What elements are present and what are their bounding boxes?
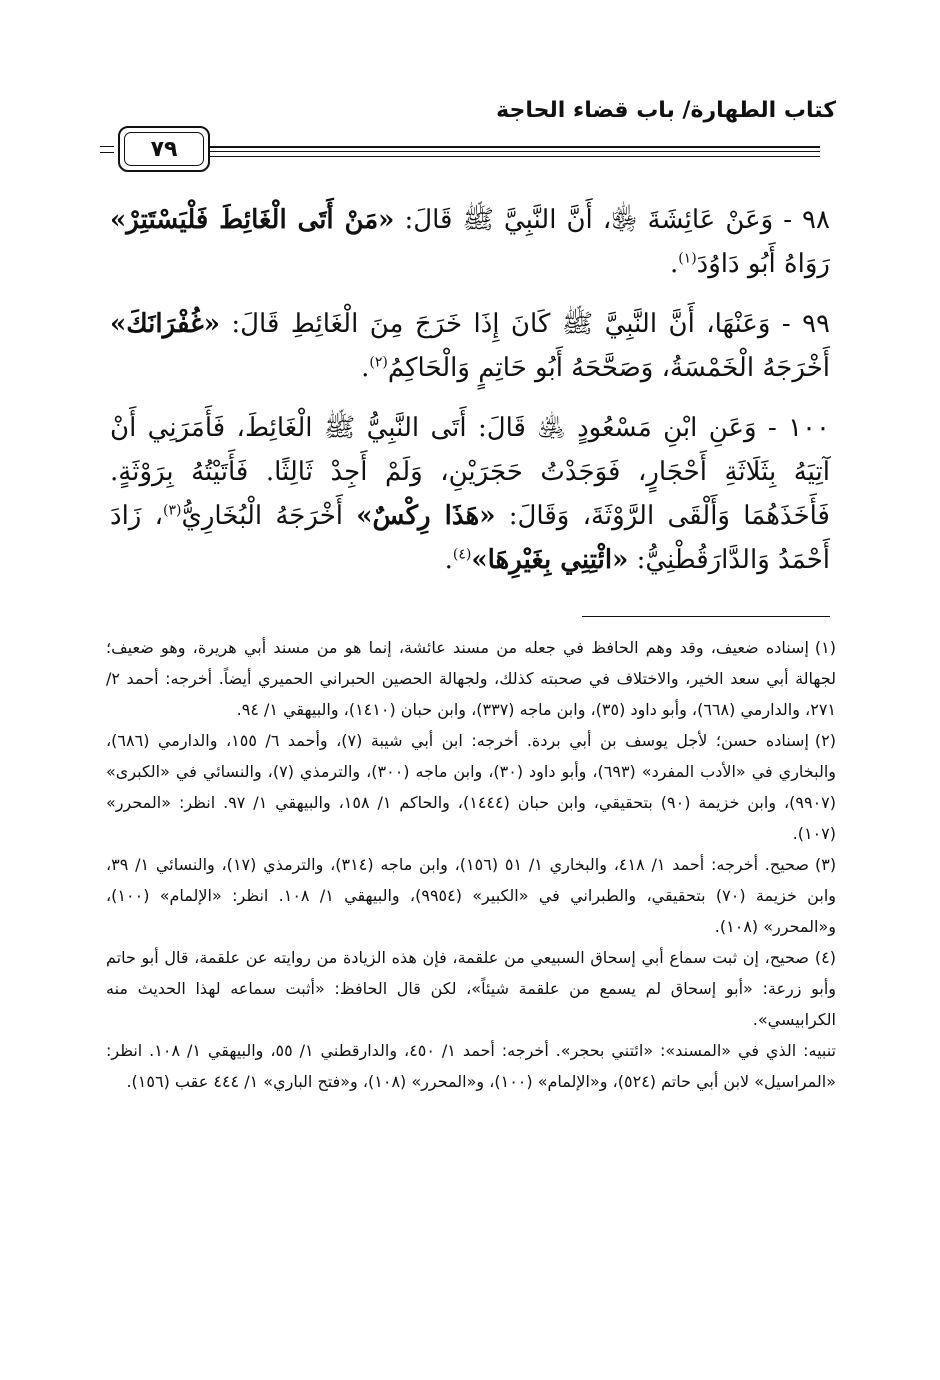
hadith-source: أَخْرَجَهُ الْبُخَارِيُّ	[181, 501, 344, 531]
footnote-2	[106, 725, 836, 849]
hadith-source: رَوَاهُ أَبُو دَاوُدَ	[696, 249, 830, 279]
footnote-text: إسناده حسن؛ لأجل يوسف بن أبي بردة. أخرجه: ابن أبي شيبة (٧)، وأحمد ٦/ ١٥٥، والدارمي (٦٨٦)، والبخاري في «الأدب المفرد» (٦٩٣)، وأبو داود (٣٠)، وابن ماجه (٣٠٠)، والترمذي (٧)، والنسائي في «الكبرى» (٩٩٠٧)، وابن خزيمة (٩٠) بتحقيقي، وابن حبان (١٤٤٤)، والحاكم ١/ ١٥٨، والبيهقي ١/ ٩٧. انظر: «المحرر» (١٠٧).	[106, 731, 837, 843]
footnotes	[106, 632, 836, 1097]
hadith-number: ٩٩	[802, 309, 830, 339]
header-rule-line	[210, 156, 820, 157]
footnote-number: (٣)	[814, 855, 837, 874]
footnote-3	[106, 849, 836, 942]
page-number-frame	[118, 126, 210, 172]
footnote-ref[interactable]: (٢)	[369, 354, 388, 371]
hadith-text: وَعَنْ عَائِشَةَ ﵂، أَنَّ النَّبِيَّ ﷺ قَالَ:	[404, 205, 774, 235]
hadith-quote: «ائْتِنِي بِغَيْرِهَا»	[471, 545, 629, 575]
hadith-text: وَعَنِ ابْنِ مَسْعُودٍ ﵁ قَالَ: أَتَى النَّبِيُّ ﷺ الْغَائِطَ، فَأَمَرَنِي أَنْ آتِيَهُ بِثَلَاثَةِ أَحْجَارٍ، فَوَجَدْتُ حَجَرَيْنِ، وَلَمْ أَجِدْ ثَالِثًا. فَأَتَيْتُهُ بِرَوْثَةٍ. فَأَخَذَهُمَا وَأَلْقَى الرَّوْثَةَ، وَقَالَ:	[110, 413, 830, 531]
footnote-text: إسناده ضعيف، وقد وهم الحافظ في جعله من مسند عائشة، إنما هو من مسند أبي هريرة، وهو ضعيف؛ لجهالة أبي سعد الخير، والاختلاف في صحبته كذلك، ولجهالة الحصين الحبراني الحميري أيضاً. أخرجه: أحمد ٢/ ٢٧١، والدارمي (٦٦٨)، وأبو داود (٣٥)، وابن ماجه (٣٣٧)، وابن حبان (١٤١٠)، والبيهقي ١/ ٩٤.	[106, 638, 836, 719]
header-rule-stub	[100, 146, 114, 147]
footnote-note	[106, 1035, 836, 1097]
footnote-number: (٢)	[814, 731, 837, 750]
note-text: تنبيه: الذي في «المسند»: «ائتني بحجر». أخرجه: أحمد ١/ ٤٥٠، والدارقطني ١/ ٥٥، والبيهقي ١/ ١٠٨. انظر: «المراسيل» لابن أبي حاتم (٥٢٤)، و«الإلمام» (١٠٠)، و«المحرر» (١٠٨)، و«فتح الباري» ١/ ٤٤٤ عقب (١٥٦).	[106, 1041, 836, 1091]
hadith-quote: «هَذَا رِكْسٌ»	[356, 501, 496, 531]
running-header-title: كتاب الطهارة/ باب قضاء الحاجة	[496, 98, 836, 123]
footnote-number: (١)	[814, 638, 836, 657]
hadith-quote: «مَنْ أَتَى الْغَائِطَ فَلْيَسْتَتِرْ»	[110, 205, 395, 235]
hadith-text: وَعَنْهَا، أَنَّ النَّبِيَّ ﷺ كَانَ إِذَا خَرَجَ مِنَ الْغَائِطِ قَالَ:	[231, 309, 771, 339]
hadith-quote: «غُفْرَانَكَ»	[110, 309, 220, 339]
hadith-source: أَخْرَجَهُ الْخَمْسَةُ، وَصَحَّحَهُ أَبُو حَاتِمٍ وَالْحَاكِمُ	[387, 353, 830, 383]
main-text	[110, 198, 830, 598]
footnote-number: (٤)	[814, 948, 836, 967]
hadith-addition: ، زَادَ أَحْمَدُ وَالدَّارَقُطْنِيُّ:	[110, 501, 830, 575]
footnote-4	[106, 942, 836, 1035]
footnote-ref[interactable]: (٣)	[163, 502, 182, 519]
footnote-ref[interactable]: (١)	[678, 250, 697, 267]
header-rule	[100, 124, 820, 174]
footnote-separator	[582, 616, 830, 617]
header-rule-line	[210, 151, 820, 152]
hadith-number: ٩٨	[802, 205, 830, 235]
footnote-text: صحيح، إن ثبت سماع أبي إسحاق السبيعي من علقمة، فإن هذه الزيادة من روايته عن علقمة، قال أبو حاتم وأبو زرعة: «أبو إسحاق لم يسمع من علقمة شيئاً»، لكن قال الحافظ: «أثبت سماعه لهذا الحديث منه الكرابيسي».	[106, 948, 836, 1029]
footnote-1	[106, 632, 836, 725]
page-number: ٧٩	[124, 132, 204, 166]
hadith-99: ٩٩ - وَعَنْهَا، أَنَّ النَّبِيَّ ﷺ كَانَ إِذَا خَرَجَ مِنَ الْغَائِطِ قَالَ: «غُفْرَانَكَ» أَخْرَجَهُ الْخَمْسَةُ، وَصَحَّحَهُ أَبُو حَاتِمٍ وَالْحَاكِمُ$^{(٢)}$.	[110, 309, 830, 383]
hadith-100: ١٠٠ - وَعَنِ ابْنِ مَسْعُودٍ ﵁ قَالَ: أَتَى النَّبِيُّ ﷺ الْغَائِطَ، فَأَمَرَنِي أَنْ آتِيَهُ بِثَلَاثَةِ أَحْجَارٍ، فَوَجَدْتُ حَجَرَيْنِ، وَلَمْ أَجِدْ ثَالِثًا. فَأَتَيْتُهُ بِرَوْثَةٍ. فَأَخَذَهُمَا وَأَلْقَى الرَّوْثَةَ، وَقَالَ: «هَذَا رِكْسٌ» أَخْرَجَهُ الْبُخَارِيُّ$^{(٣)}$، زَادَ أَحْمَدُ وَالدَّارَقُطْنِيُّ: «ائْتِنِي بِغَيْرِهَا»$^{(٤)}$.	[110, 413, 830, 575]
footnote-ref[interactable]: (٤)	[452, 546, 472, 563]
header-rule-line	[210, 146, 820, 148]
footnote-text: صحيح. أخرجه: أحمد ١/ ٤١٨، والبخاري ١/ ٥١ (١٥٦)، وابن ماجه (٣١٤)، والترمذي (١٧)، والنسائي ١/ ٣٩، وابن خزيمة (٧٠) بتحقيقي، والطبراني في «الكبير» (٩٩٥٤)، والبيهقي ١/ ١٠٨. انظر: «الإلمام» (١٠٠)، و«المحرر» (١٠٨).	[106, 855, 836, 936]
hadith-number: ١٠٠	[788, 413, 830, 443]
header-rule-stub	[100, 152, 114, 153]
hadith-98: ٩٨ - وَعَنْ عَائِشَةَ ﵂، أَنَّ النَّبِيَّ ﷺ قَالَ: «مَنْ أَتَى الْغَائِطَ فَلْيَسْتَتِرْ» رَوَاهُ أَبُو دَاوُدَ$^{(١)}$.	[110, 205, 830, 279]
